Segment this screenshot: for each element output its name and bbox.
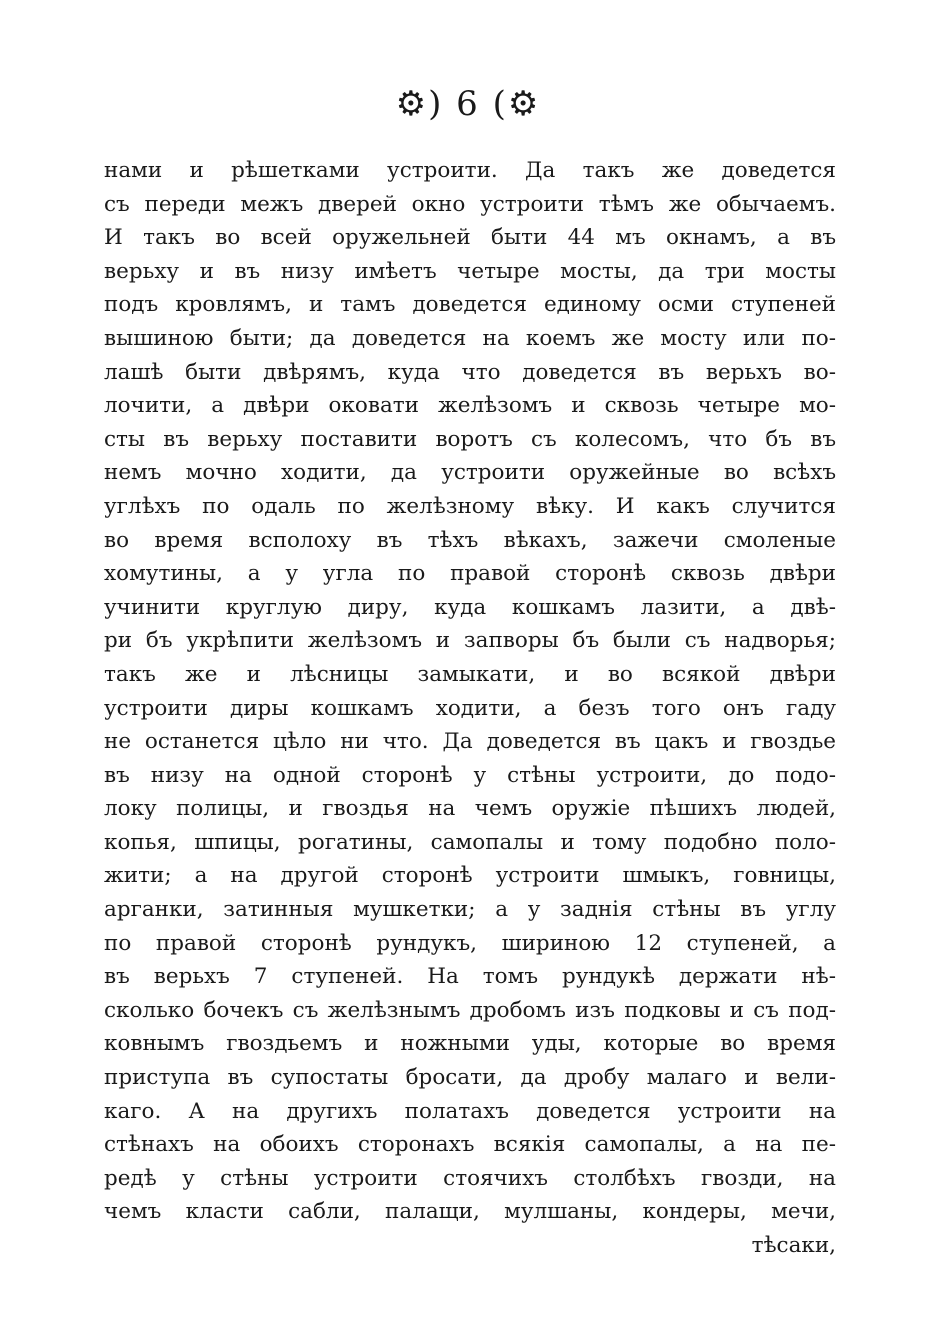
text-line: по правой сторонѣ рундукъ, шириною 12 ступеней, а <box>104 930 836 956</box>
text-line: верьху и въ низу имѣетъ четыре мосты, да три мосты <box>104 258 836 284</box>
text-line: лочити, а двѣри оковати желѣзомъ и сквозь четыре мо- <box>104 393 836 419</box>
text-line: жити; а на другой сторонѣ устроити шмыкъ, говницы, <box>104 863 836 889</box>
text-line: нами и рѣшетками устроити. Да такъ же доведется <box>104 158 836 183</box>
text-line: ковнымъ гвоздьемъ и ножными уды, которые во время <box>104 1031 836 1057</box>
text-line: сколько бочекъ съ желѣзнымъ дробомъ изъ подковы и съ под- <box>104 997 836 1023</box>
text-line: лашѣ быти двѣрямъ, куда что доведется въ верьхъ во- <box>104 359 836 385</box>
text-line: углѣхъ по одаль по желѣзному вѣку. И какъ случится <box>104 493 836 519</box>
text-line: арганки, затинныя мушкетки; а у заднія стѣны въ углу <box>104 897 836 923</box>
text-line: И такъ во всей оружельней быти 44 мъ окнамъ, а въ <box>104 225 836 251</box>
text-line: немъ мочно ходити, да устроити оружейные во всѣхъ <box>104 460 836 486</box>
text-line: въ низу на одной сторонѣ у стѣны устроити, до подо- <box>104 762 836 788</box>
text-line: чемъ класти сабли, палащи, мулшаны, кондеры, мечи, <box>104 1199 836 1225</box>
text-line: подъ кровлямъ, и тамъ доведется единому осми ступеней <box>104 292 836 318</box>
text-line: во время всполоху въ тѣхъ вѣкахъ, зажечи смоленые <box>104 527 836 553</box>
text-line: не останется цѣло ни что. Да доведется въ цакъ и гвоздье <box>104 729 836 755</box>
text-line: вышиною быти; да доведется на коемъ же мосту или по- <box>104 325 836 351</box>
text-line: съ переди межъ дверей окно устроити тѣмъ же обычаемъ. <box>104 191 836 217</box>
text-line: сты въ верьху поставити воротъ съ колесомъ, что бъ въ <box>104 426 836 452</box>
page-header: ⚙) 6 (⚙ <box>395 84 541 124</box>
text-line: редѣ у стѣны устроити стоячихъ столбѣхъ гвозди, на <box>104 1165 836 1191</box>
text-line: стѣнахъ на обоихъ сторонахъ всякія самопалы, а на пе- <box>104 1132 836 1158</box>
text-line: устроити диры кошкамъ ходити, а безъ того онъ гаду <box>104 695 836 721</box>
text-line: такъ же и лѣсницы замыкати, и во всякой двѣри <box>104 661 836 687</box>
text-line: въ верьхъ 7 ступеней. На томъ рундукѣ держати нѣ- <box>104 964 836 990</box>
text-line: приступа въ супостаты бросати, да дробу малаго и вели- <box>104 1065 836 1091</box>
text-line: учинити круглую диру, куда кошкамъ лазити, а двѣ- <box>104 594 836 620</box>
text-line: хомутины, а у угла по правой сторонѣ сквозь двѣри <box>104 561 836 587</box>
catchword-line: тѣсаки, <box>751 1233 836 1258</box>
text-line: каго. А на другихъ полатахъ доведется устроити на <box>104 1098 836 1124</box>
text-block <box>104 154 836 1263</box>
text-line: локу полицы, и гвоздья на чемъ оружіе пѣшихъ людей, <box>104 796 836 822</box>
text-line: ри бъ укрѣпити желѣзомъ и запворы бъ были съ надворья; <box>104 628 836 654</box>
text-line: копья, шпицы, рогатины, самопалы и тому подобно поло- <box>104 829 836 855</box>
